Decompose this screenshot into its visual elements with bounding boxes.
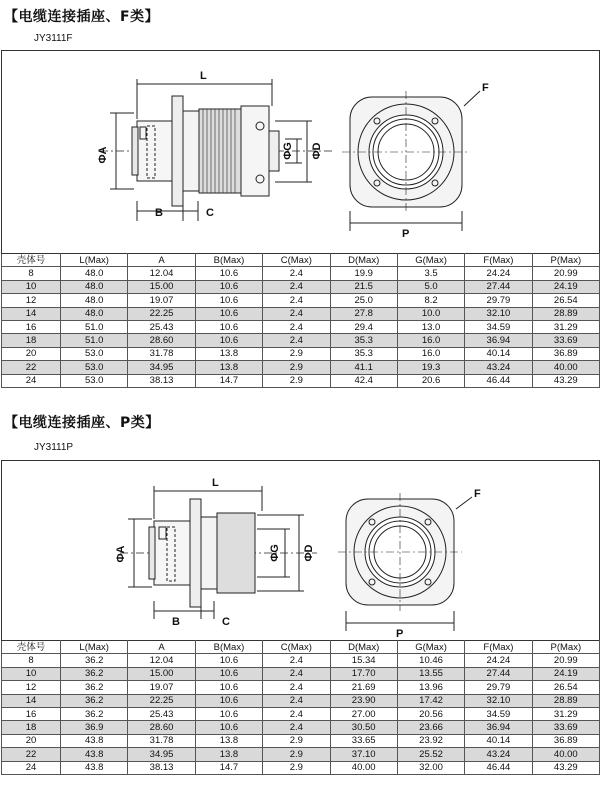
table-cell: 31.29 <box>532 707 599 720</box>
dim-label-d: ΦD <box>311 142 323 160</box>
dim-label-p: P <box>402 228 410 240</box>
table-cell: 13.96 <box>397 681 464 694</box>
dim-label-p: P <box>396 628 404 640</box>
table-cell: 15.00 <box>128 667 195 680</box>
table-cell: 38.13 <box>128 374 195 387</box>
table-cell: 16 <box>2 320 61 333</box>
table-cell: 33.65 <box>330 734 397 747</box>
table-cell: 27.8 <box>330 307 397 320</box>
table-cell: 36.2 <box>61 694 128 707</box>
header-cell: F(Max) <box>465 254 532 267</box>
table-cell: 20.99 <box>532 654 599 667</box>
table-row <box>2 361 600 374</box>
table-cell: 36.89 <box>532 734 599 747</box>
table-body-p <box>2 654 600 775</box>
table-row <box>2 320 600 333</box>
table-cell: 8 <box>2 267 61 280</box>
table-row <box>2 667 600 680</box>
table-cell: 28.60 <box>128 334 195 347</box>
table-cell: 22 <box>2 748 61 761</box>
table-body-f <box>2 267 600 388</box>
table-cell: 16.0 <box>397 347 464 360</box>
table-cell: 28.60 <box>128 721 195 734</box>
table-cell: 29.4 <box>330 320 397 333</box>
table-cell: 10.0 <box>397 307 464 320</box>
table-cell: 2.9 <box>263 347 330 360</box>
header-cell: C(Max) <box>263 641 330 654</box>
table-cell: 21.69 <box>330 681 397 694</box>
table-cell: 21.5 <box>330 280 397 293</box>
connector-drawing-f <box>2 51 599 254</box>
table-cell: 26.54 <box>532 681 599 694</box>
table-cell: 36.89 <box>532 347 599 360</box>
section-title-f: 【电缆连接插座、F类】 <box>4 9 160 25</box>
table-cell: 12 <box>2 681 61 694</box>
table-cell: 16 <box>2 707 61 720</box>
table-cell: 26.54 <box>532 294 599 307</box>
table-cell: 2.4 <box>263 280 330 293</box>
table-cell: 28.89 <box>532 307 599 320</box>
table-cell: 36.9 <box>61 721 128 734</box>
header-cell: B(Max) <box>195 254 262 267</box>
header-cell: A <box>128 254 195 267</box>
dim-label-g: ΦG <box>269 544 281 562</box>
spec-table-f <box>1 253 600 388</box>
table-cell: 29.79 <box>465 681 532 694</box>
table-cell: 27.44 <box>465 667 532 680</box>
header-cell: G(Max) <box>397 641 464 654</box>
table-cell: 10.6 <box>195 280 262 293</box>
table-cell: 2.4 <box>263 681 330 694</box>
table-cell: 40.00 <box>330 761 397 774</box>
header-cell: L(Max) <box>61 641 128 654</box>
table-cell: 23.90 <box>330 694 397 707</box>
table-cell: 8 <box>2 654 61 667</box>
table-cell: 20.99 <box>532 267 599 280</box>
table-cell: 25.43 <box>128 707 195 720</box>
dim-label-g: ΦG <box>282 142 294 160</box>
table-cell: 35.3 <box>330 334 397 347</box>
drawing-panel-p <box>1 460 600 641</box>
table-cell: 14 <box>2 307 61 320</box>
table-cell: 10 <box>2 280 61 293</box>
table-cell: 48.0 <box>61 280 128 293</box>
table-cell: 13.8 <box>195 748 262 761</box>
table-row <box>2 267 600 280</box>
table-header-row <box>2 254 600 267</box>
dim-label-l: L <box>200 70 207 82</box>
table-cell: 19.3 <box>397 361 464 374</box>
table-cell: 32.10 <box>465 307 532 320</box>
dim-label-c: C <box>206 207 214 219</box>
table-cell: 43.29 <box>532 374 599 387</box>
table-cell: 31.29 <box>532 320 599 333</box>
table-cell: 20.56 <box>397 707 464 720</box>
table-row <box>2 654 600 667</box>
table-cell: 40.00 <box>532 748 599 761</box>
table-cell: 10.6 <box>195 267 262 280</box>
table-cell: 35.3 <box>330 347 397 360</box>
table-cell: 40.14 <box>465 734 532 747</box>
table-cell: 5.0 <box>397 280 464 293</box>
table-cell: 33.69 <box>532 721 599 734</box>
table-cell: 43.8 <box>61 761 128 774</box>
table-header-row <box>2 641 600 654</box>
table-cell: 36.2 <box>61 654 128 667</box>
table-cell: 2.4 <box>263 707 330 720</box>
table-cell: 34.95 <box>128 748 195 761</box>
table-cell: 2.4 <box>263 320 330 333</box>
table-cell: 20 <box>2 347 61 360</box>
table-cell: 23.66 <box>397 721 464 734</box>
table-cell: 19.07 <box>128 681 195 694</box>
table-cell: 48.0 <box>61 294 128 307</box>
table-cell: 32.10 <box>465 694 532 707</box>
table-cell: 10.6 <box>195 694 262 707</box>
table-cell: 36.94 <box>465 721 532 734</box>
header-cell: G(Max) <box>397 254 464 267</box>
table-cell: 2.9 <box>263 761 330 774</box>
header-cell: P(Max) <box>532 254 599 267</box>
table-cell: 2.9 <box>263 734 330 747</box>
table-cell: 8.2 <box>397 294 464 307</box>
table-cell: 51.0 <box>61 320 128 333</box>
table-cell: 25.0 <box>330 294 397 307</box>
table-cell: 31.78 <box>128 347 195 360</box>
table-row <box>2 334 600 347</box>
table-cell: 24.24 <box>465 654 532 667</box>
table-cell: 14 <box>2 694 61 707</box>
header-cell: 壳体号 <box>2 254 61 267</box>
table-cell: 3.5 <box>397 267 464 280</box>
header-cell: F(Max) <box>465 641 532 654</box>
table-cell: 46.44 <box>465 761 532 774</box>
table-cell: 13.55 <box>397 667 464 680</box>
table-cell: 36.2 <box>61 681 128 694</box>
table-cell: 19.07 <box>128 294 195 307</box>
table-cell: 12 <box>2 294 61 307</box>
header-cell: C(Max) <box>263 254 330 267</box>
table-cell: 25.52 <box>397 748 464 761</box>
model-number-f: JY3111F <box>34 33 73 44</box>
table-row <box>2 761 600 774</box>
table-cell: 10.6 <box>195 307 262 320</box>
table-cell: 10.6 <box>195 654 262 667</box>
table-cell: 12.04 <box>128 654 195 667</box>
table-cell: 2.4 <box>263 654 330 667</box>
table-cell: 19.9 <box>330 267 397 280</box>
table-cell: 43.29 <box>532 761 599 774</box>
table-cell: 24.19 <box>532 280 599 293</box>
table-cell: 10.46 <box>397 654 464 667</box>
table-cell: 22 <box>2 361 61 374</box>
table-row <box>2 374 600 387</box>
table-cell: 36.2 <box>61 707 128 720</box>
table-cell: 2.9 <box>263 748 330 761</box>
table-cell: 38.13 <box>128 761 195 774</box>
table-cell: 10.6 <box>195 707 262 720</box>
model-number-p: JY3111P <box>34 442 74 453</box>
table-cell: 2.9 <box>263 374 330 387</box>
table-cell: 16.0 <box>397 334 464 347</box>
table-row <box>2 681 600 694</box>
connector-drawing-p <box>2 461 599 641</box>
table-cell: 48.0 <box>61 267 128 280</box>
table-cell: 10.6 <box>195 721 262 734</box>
dim-label-c: C <box>222 616 230 628</box>
table-cell: 17.70 <box>330 667 397 680</box>
table-cell: 24 <box>2 374 61 387</box>
table-cell: 2.4 <box>263 307 330 320</box>
dim-label-l: L <box>212 477 219 489</box>
table-cell: 51.0 <box>61 334 128 347</box>
table-cell: 34.95 <box>128 361 195 374</box>
header-cell: P(Max) <box>532 641 599 654</box>
dim-label-b: B <box>172 616 180 628</box>
table-cell: 25.43 <box>128 320 195 333</box>
table-cell: 43.8 <box>61 748 128 761</box>
table-cell: 23.92 <box>397 734 464 747</box>
table-row <box>2 694 600 707</box>
header-cell: 壳体号 <box>2 641 61 654</box>
table-cell: 34.59 <box>465 707 532 720</box>
table-cell: 10.6 <box>195 681 262 694</box>
table-cell: 17.42 <box>397 694 464 707</box>
dim-label-f: F <box>482 82 489 94</box>
table-cell: 36.94 <box>465 334 532 347</box>
header-cell: B(Max) <box>195 641 262 654</box>
table-cell: 2.9 <box>263 361 330 374</box>
table-cell: 14.7 <box>195 761 262 774</box>
table-row <box>2 294 600 307</box>
table-cell: 29.79 <box>465 294 532 307</box>
table-cell: 10.6 <box>195 320 262 333</box>
header-cell: D(Max) <box>330 254 397 267</box>
table-cell: 43.24 <box>465 748 532 761</box>
table-cell: 2.4 <box>263 667 330 680</box>
table-cell: 53.0 <box>61 347 128 360</box>
table-cell: 22.25 <box>128 307 195 320</box>
table-cell: 24.19 <box>532 667 599 680</box>
table-cell: 2.4 <box>263 294 330 307</box>
dim-label-a: ΦA <box>115 545 127 563</box>
table-cell: 27.00 <box>330 707 397 720</box>
table-cell: 2.4 <box>263 334 330 347</box>
table-cell: 41.1 <box>330 361 397 374</box>
table-cell: 37.10 <box>330 748 397 761</box>
table-cell: 10.6 <box>195 334 262 347</box>
table-cell: 28.89 <box>532 694 599 707</box>
table-cell: 12.04 <box>128 267 195 280</box>
table-cell: 31.78 <box>128 734 195 747</box>
header-cell: A <box>128 641 195 654</box>
table-cell: 10.6 <box>195 667 262 680</box>
dim-label-b: B <box>155 207 163 219</box>
table-cell: 13.8 <box>195 361 262 374</box>
table-row <box>2 707 600 720</box>
table-cell: 22.25 <box>128 694 195 707</box>
table-cell: 10 <box>2 667 61 680</box>
table-cell: 24.24 <box>465 267 532 280</box>
table-cell: 2.4 <box>263 267 330 280</box>
table-cell: 18 <box>2 721 61 734</box>
table-cell: 42.4 <box>330 374 397 387</box>
table-cell: 46.44 <box>465 374 532 387</box>
spec-table-p <box>1 640 600 775</box>
table-cell: 20.6 <box>397 374 464 387</box>
drawing-panel-f <box>1 50 600 254</box>
table-row <box>2 734 600 747</box>
table-row <box>2 748 600 761</box>
table-cell: 24 <box>2 761 61 774</box>
header-cell: D(Max) <box>330 641 397 654</box>
table-row <box>2 307 600 320</box>
table-row <box>2 721 600 734</box>
table-cell: 10.6 <box>195 294 262 307</box>
table-cell: 13.8 <box>195 734 262 747</box>
section-title-p: 【电缆连接插座、P类】 <box>4 415 160 431</box>
table-cell: 43.24 <box>465 361 532 374</box>
table-cell: 40.14 <box>465 347 532 360</box>
table-cell: 30.50 <box>330 721 397 734</box>
table-cell: 15.34 <box>330 654 397 667</box>
table-cell: 53.0 <box>61 361 128 374</box>
table-cell: 14.7 <box>195 374 262 387</box>
table-cell: 36.2 <box>61 667 128 680</box>
table-cell: 2.4 <box>263 721 330 734</box>
dim-label-d: ΦD <box>303 544 315 562</box>
table-cell: 53.0 <box>61 374 128 387</box>
table-cell: 20 <box>2 734 61 747</box>
table-cell: 15.00 <box>128 280 195 293</box>
dim-label-a: ΦA <box>97 146 109 164</box>
table-cell: 33.69 <box>532 334 599 347</box>
dim-label-f: F <box>474 488 481 500</box>
table-cell: 2.4 <box>263 694 330 707</box>
table-row <box>2 347 600 360</box>
table-cell: 34.59 <box>465 320 532 333</box>
table-cell: 13.0 <box>397 320 464 333</box>
table-cell: 27.44 <box>465 280 532 293</box>
table-cell: 32.00 <box>397 761 464 774</box>
table-cell: 13.8 <box>195 347 262 360</box>
table-cell: 40.00 <box>532 361 599 374</box>
table-cell: 48.0 <box>61 307 128 320</box>
table-row <box>2 280 600 293</box>
table-cell: 18 <box>2 334 61 347</box>
header-cell: L(Max) <box>61 254 128 267</box>
table-cell: 43.8 <box>61 734 128 747</box>
